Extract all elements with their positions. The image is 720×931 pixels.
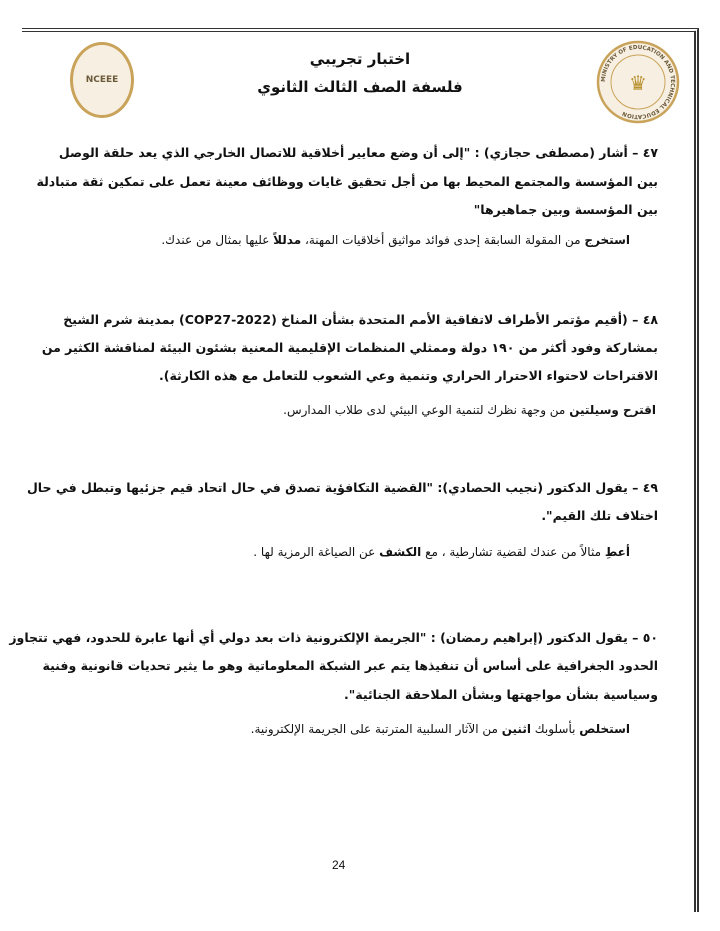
q47-line: بين المؤسسة والمجتمع المحيط بها من أجل تحقيق غايات ووظائف معينة تعمل على تمكين ثقة متبادلة: [36, 174, 658, 189]
exam-subtitle: فلسفة الصف الثالث الثانوي: [257, 78, 463, 96]
page-number: 24: [332, 858, 346, 872]
q49-line: ٤٩ – يقول الدكتور (نجيب الحصادي): "القضية التكافؤية تصدق في حال اتحاد قيم جزئيها وتبطل في حال: [26, 480, 658, 495]
instruction-verb: استخرج: [584, 233, 630, 247]
instruction-bold: الكشف: [379, 545, 422, 559]
instruction-verb: أعطِ: [604, 545, 630, 559]
q50-instruction: [251, 722, 630, 736]
q47-line: بين المؤسسة وبين جماهيرها": [473, 202, 658, 217]
instruction-text: عن الصياغة الرمزية لها .: [253, 545, 380, 559]
q48-line: الاقتراحات لاحتواء الاحترار الحراري وتنمية وعي الشعوب للتعامل مع هذه الكارثة).: [158, 368, 658, 383]
eagle-emblem-icon: ♛: [629, 71, 647, 95]
q47-instruction: [161, 233, 630, 247]
instruction-text: مثالاً من عندك لقضية تشارطية ، مع: [421, 545, 605, 559]
q49-line: اختلاف تلك القيم".: [541, 508, 658, 523]
instruction-bold: مدللاً: [273, 233, 302, 247]
ministry-logo-text: MINISTRY OF EDUCATION AND TECHNICAL EDUCATION: [600, 44, 676, 120]
q50-line: الحدود الجغرافية على أساس أن تنفيذها يتم عبر الشبكة المعلوماتية وهو ما يثير تحديات قانونية وفنية: [42, 658, 658, 673]
instruction-text: عليها بمثال من عندك.: [161, 233, 274, 247]
logo-text: NCEEE: [85, 75, 119, 85]
exam-title: اختبار تجريبي: [309, 50, 411, 68]
instruction-text: من وجهة نظرك لتنمية الوعي البيئي لدى طلاب المدارس.: [283, 403, 570, 417]
q49-instruction: [253, 545, 630, 559]
instruction-text: من الآثار السلبية المترتبة على الجريمة الإلكترونية.: [250, 722, 502, 736]
instruction-text: من المقولة السابقة إحدى فوائد مواثيق أخلاقيات المهنة،: [301, 233, 585, 247]
q50-line: ٥٠ – يقول الدكتور (إبراهيم رمضان) : "الجريمة الإلكترونية ذات بعد دولي أي أنها عابرة للحدود، فهي تتجاوز: [9, 630, 658, 645]
q48-line: بمشاركة وفود أكثر من ١٩٠ دولة وممثلي المنظمات الإقليمية المعنية بشئون البيئة لمناقشة الكثير من: [41, 340, 658, 355]
instruction-verb: اقترح وسيلتين: [569, 403, 656, 417]
instruction-bold: اثنين: [501, 722, 531, 736]
instruction-text: بأسلوبك: [530, 722, 580, 736]
q48-line: ٤٨ – (أقيم مؤتمر الأطراف لاتفاقية الأمم المتحدة بشأن المناخ (COP27-2022) بمدينة شرم الشيخ: [63, 312, 658, 327]
q48-instruction: [283, 403, 656, 417]
instruction-verb: استخلص: [579, 722, 630, 736]
page-border: [22, 28, 699, 912]
q47-line: ٤٧ – أشار (مصطفى حجازي) : "إلى أن وضع معايير أخلاقية للاتصال الخارجي الذي يعد حلقة الوصل: [58, 145, 658, 160]
q50-line: وسياسية بشأن مواجهتها وبشأن الملاحقة الجنائية".: [344, 687, 658, 702]
